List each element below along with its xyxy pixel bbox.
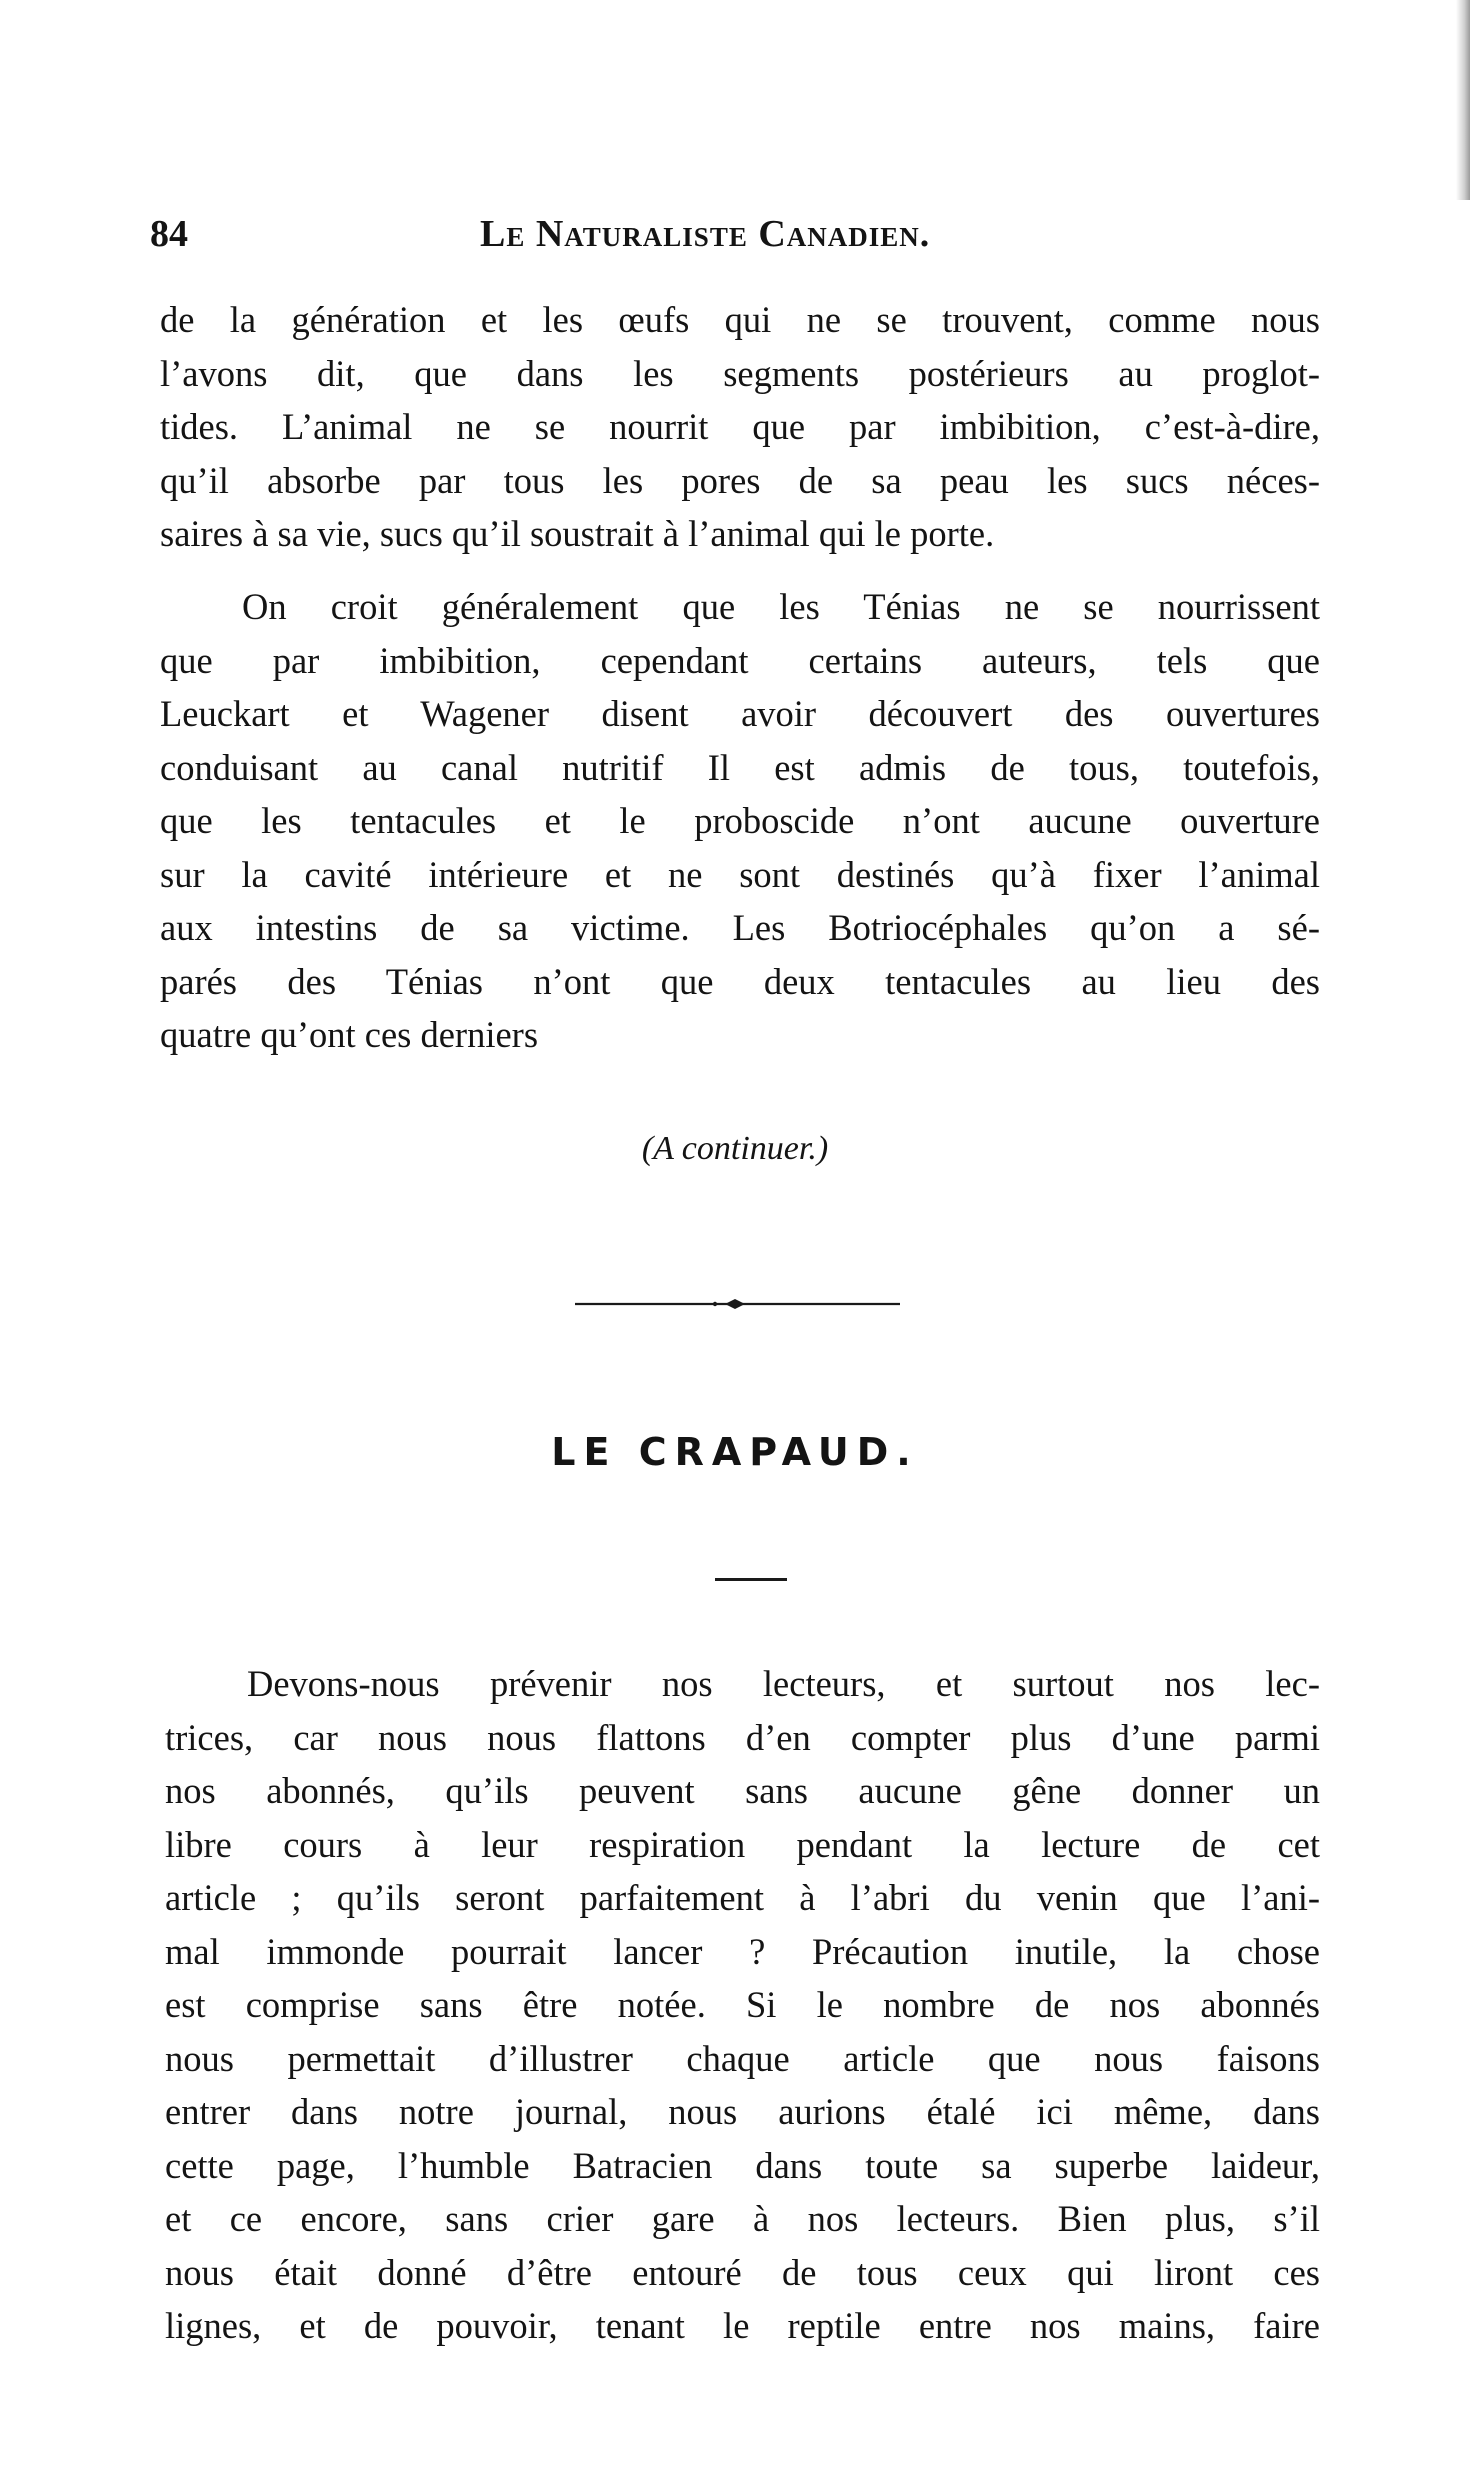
text-line: sur la cavité intérieure et ne sont destinés qu’à fixer l’animal [160, 853, 1320, 895]
ornamental-rule [575, 1297, 900, 1311]
text-line: Leuckart et Wagener disent avoir découvert des ouvertures [160, 693, 1320, 734]
text-line: que les tentacules et le proboscide n’ont aucune ouverture [160, 800, 1320, 841]
text-line: trices, car nous nous flattons d’en compter plus d’une parmi [165, 1716, 1320, 1758]
paragraph-crapaud [165, 1657, 1320, 2353]
text-line: tides. L’animal ne se nourrit que par imbibition, c’est-à-dire, [160, 406, 1320, 447]
journal-title: Le Naturaliste Canadien. [480, 213, 931, 255]
text-line: nous était donné d’être entouré de tous ceux qui liront ces [165, 2251, 1320, 2293]
text-line: mal immonde pourrait lancer ? Précaution inutile, la chose [165, 1930, 1320, 1972]
text-line: saires à sa vie, sucs qu’il soustrait à l’animal qui le porte. [160, 513, 995, 554]
text-line: aux intestins de sa victime. Les Botriocéphales qu’on a sé- [160, 907, 1320, 948]
scan-edge-shadow [1456, 0, 1470, 200]
text-line: quatre qu’ont ces derniers [160, 1014, 539, 1055]
paragraph-tenias [160, 580, 1320, 1062]
text-line: nos abonnés, qu’ils peuvent sans aucune gêne donner un [165, 1770, 1320, 1811]
text-line: article ; qu’ils seront parfaitement à l’abri du venin que l’ani- [165, 1877, 1320, 1918]
text-line: est comprise sans être notée. Si le nombre de nos abonnés [165, 1984, 1320, 2025]
text-line: Devons-nous prévenir nos lecteurs, et surtout nos lec- [247, 1663, 1320, 1704]
text-line: entrer dans notre journal, nous aurions étalé ici même, dans [165, 2091, 1320, 2132]
text-line: parés des Ténias n’ont que deux tentacules au lieu des [160, 960, 1320, 1002]
text-line: nous permettait d’illustrer chaque article que nous faisons [165, 2037, 1320, 2079]
text-line: et ce encore, sans crier gare à nos lecteurs. Bien plus, s’il [165, 2198, 1320, 2239]
text-line: conduisant au canal nutritif Il est admis de tous, toutefois, [160, 746, 1320, 788]
short-rule [715, 1578, 787, 1581]
text-line: l’avons dit, que dans les segments postérieurs au proglot- [160, 352, 1320, 394]
running-head [150, 212, 1290, 262]
paragraph-continued [160, 293, 1320, 561]
text-line: que par imbibition, cependant certains auteurs, tels que [160, 639, 1320, 681]
text-line: On croit généralement que les Ténias ne se nourrissent [242, 586, 1320, 627]
text-line: qu’il absorbe par tous les pores de sa peau les sucs néces- [160, 459, 1320, 501]
text-line: de la génération et les œufs qui ne se trouvent, comme nous [160, 299, 1320, 340]
page-number: 84 [150, 213, 188, 255]
text-line: lignes, et de pouvoir, tenant le reptile entre nos mains, faire [165, 2305, 1320, 2346]
continuation-note: (A continuer.) [641, 1130, 829, 1167]
section-title: LE CRAPAUD. [551, 1430, 919, 1474]
text-line: libre cours à leur respiration pendant la lecture de cet [165, 1823, 1320, 1865]
text-line: cette page, l’humble Batracien dans toute sa superbe laideur, [165, 2144, 1320, 2186]
